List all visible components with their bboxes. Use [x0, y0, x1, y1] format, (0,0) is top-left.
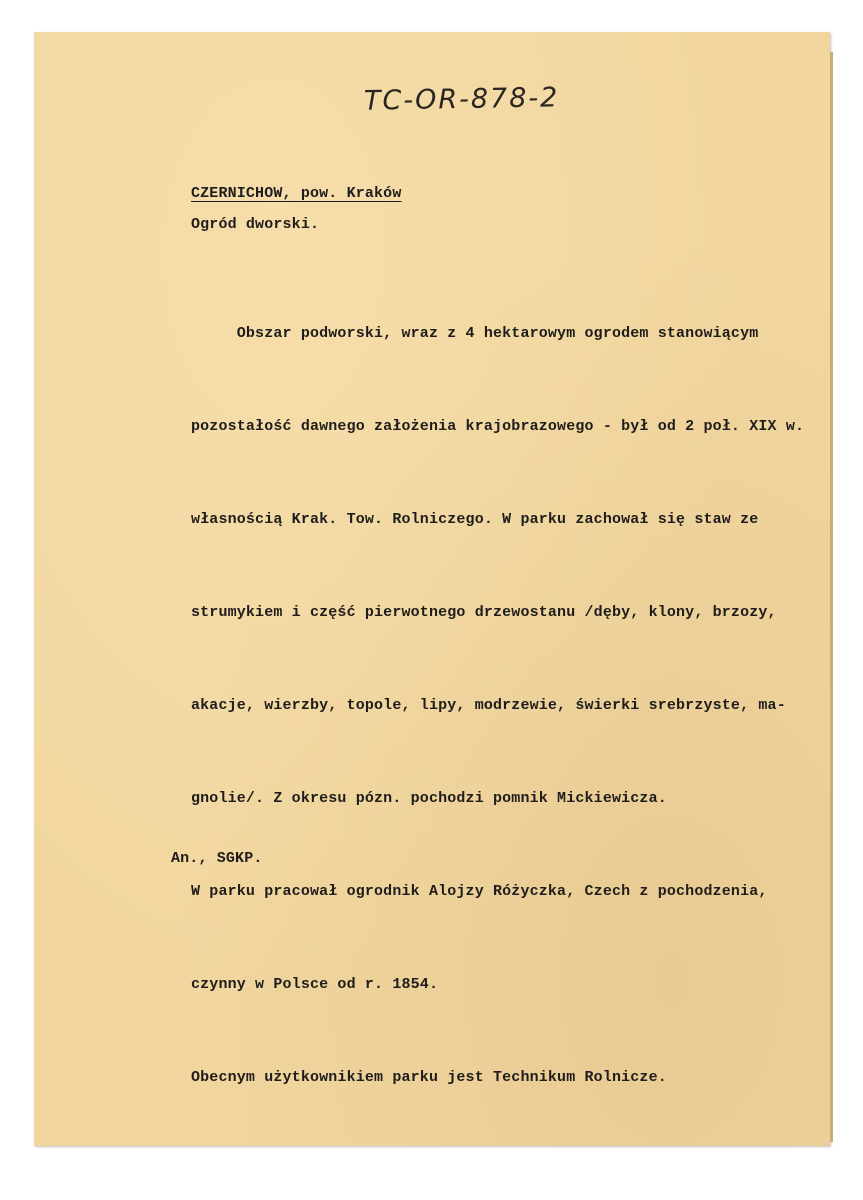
source-note: An., SGKP. [171, 850, 263, 867]
body-line: pozostałość dawnego założenia krajobrazowego - był od 2 poł. XIX w. [191, 418, 805, 435]
body-line: strumykiem i część pierwotnego drzewostanu /dęby, klony, brzozy, [191, 604, 777, 621]
body-line: Obecnym użytkownikiem parku jest Technikum Rolnicze. [191, 1069, 667, 1086]
document-subheading: Ogród dworski. [191, 216, 320, 233]
body-line: czynny w Polsce od r. 1854. [191, 976, 439, 993]
body-line: W parku pracował ogrodnik Alojzy Różyczka, Czech z pochodzenia, [191, 883, 768, 900]
document-body [191, 256, 804, 1155]
document-page [34, 32, 830, 1146]
catalog-number: TC-OR-878-2 [363, 82, 560, 117]
body-line: własnością Krak. Tow. Rolniczego. W parku zachował się staw ze [191, 511, 759, 528]
body-line: Obszar podworski, wraz z 4 hektarowym ogrodem stanowiącym [191, 325, 759, 342]
document-heading: CZERNICHOW, pow. Kraków [191, 185, 402, 202]
body-line: gnolie/. Z okresu pózn. pochodzi pomnik Mickiewicza. [191, 790, 667, 807]
body-line: akacje, wierzby, topole, lipy, modrzewie, świerki srebrzyste, ma- [191, 697, 786, 714]
